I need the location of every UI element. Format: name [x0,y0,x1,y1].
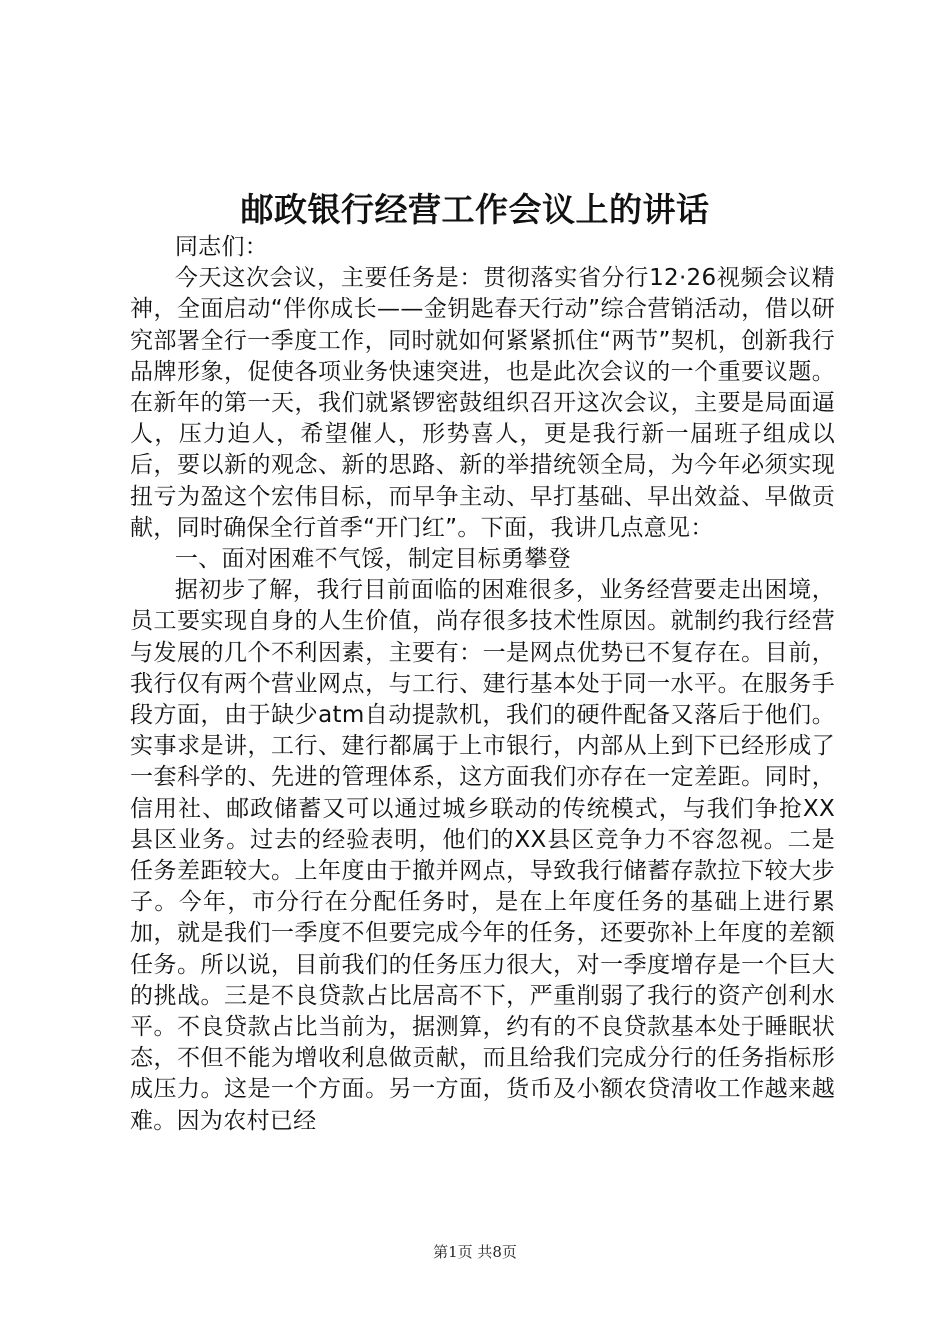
body-paragraph: 据初步了解，我行目前面临的困难很多，业务经营要走出困境，员工要实现自身的人生价值，尚存很多技术性原因。就制约我行经营与发展的几个不利因素，主要有：一是网点优势已不复存在。目前，我行仅有两个营业网点，与工行、建行基本处于同一水平。在服务手段方面，由于缺少atm自动提款机，我们的硬件配备又落后于他们。实事求是讲，工行、建行都属于上市银行，内部从上到下已经形成了一套科学的、先进的管理体系，这方面我们亦存在一定差距。同时，信用社、邮政储蓄又可以通过城乡联动的传统模式，与我们争抢XX县区业务。过去的经验表明，他们的XX县区竞争力不容忽视。二是任务差距较大。上年度由于撤并网点，导致我行储蓄存款拉下较大步子。今年，市分行在分配任务时，是在上年度任务的基础上进行累加，就是我们一季度不但要完成今年的任务，还要弥补上年度的差额任务。所以说，目前我们的任务压力很大，对一季度增存是一个巨大的挑战。三是不良贷款占比居高不下，严重削弱了我行的资产创利水平。不良贷款占比当前为，据测算，约有的不良贷款基本处于睡眠状态，不但不能为增收利息做贡献，而且给我们完成分行的任务指标形成压力。这是一个方面。另一方面，货币及小额农贷清收工作越来越难。因为农村已经 [130,577,835,1134]
salutation: 同志们： [174,234,269,260]
body-paragraph: 今天这次会议，主要任务是：贯彻落实省分行12·26视频会议精神，全面启动“伴你成长——金钥匙春天行动”综合营销活动，借以研究部署全行一季度工作，同时就如何紧紧抓住“两节”契机，创新我行品牌形象，促使各项业务快速突进，也是此次会议的一个重要议题。在新年的第一天，我们就紧锣密鼓组织召开这次会议，主要是局面逼人，压力迫人，希望催人，形势喜人，更是我行新一届班子组成以后，要以新的观念、新的思路、新的举措统领全局，为今年必须实现扭亏为盈这个宏伟目标，而早争主动、早打基础、早出效益、早做贡献，同时确保全行首季“开门红”。下面，我讲几点意见： [130,265,835,541]
page-footer: 第1页 共8页 [433,1243,517,1261]
document-title: 邮政银行经营工作会议上的讲话 [240,190,710,229]
document-body [130,232,835,1137]
section-heading: 一、面对困难不气馁，制定目标勇攀登 [174,546,571,573]
